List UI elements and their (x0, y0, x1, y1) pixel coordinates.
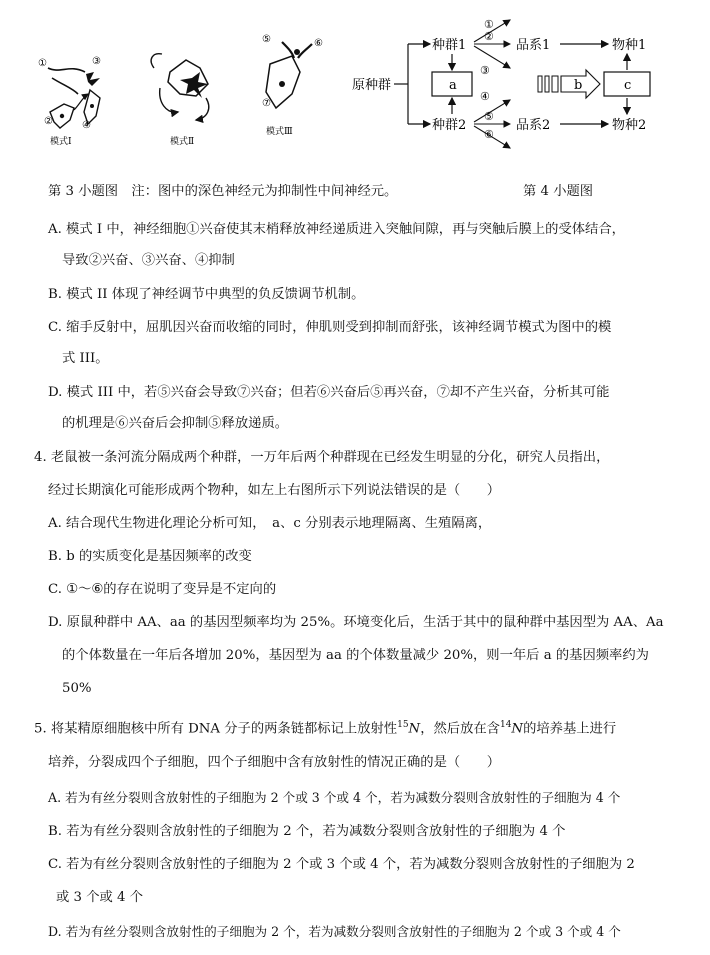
population-2-label: 种群2 (432, 118, 467, 133)
mode-2-diagram (151, 54, 209, 147)
box-a-label: a (449, 78, 457, 93)
q5-sup-15: 15 (397, 720, 409, 730)
q4-stem-line2: 经过长期演化可能形成两个物种，如左上右图所示下列说法错误的是（ ） (48, 483, 501, 498)
q5-option-b: B. 若为有丝分裂则含放射性的子细胞为 2 个，若为减数分裂则含放射性的子细胞为 4 个 (48, 824, 566, 839)
q4-option-c: C. ①～⑥的存在说明了变异是不定向的 (48, 582, 277, 597)
q3-option-b: B. 模式 II 体现了神经调节中典型的负反馈调节机制。 (48, 287, 365, 302)
arrow-b (538, 70, 600, 98)
mode-1-num-3: ③ (92, 56, 101, 67)
arrow-num-1: ① (484, 18, 494, 31)
q5-option-c-line2: 或 3 个或 4 个 (56, 890, 144, 905)
q5-sup-14: 14 (499, 720, 512, 730)
q4-option-d-line1: D. 原鼠种群中 AA、aa 的基因型频率均为 25%。环境变化后，生活于其中的鼠种群中基因型为 AA、Aa (48, 615, 664, 630)
arrow-num-2: ② (484, 30, 494, 43)
species-2-label: 物种2 (612, 118, 647, 133)
figure-3-caption: 第 3 小题图 注：图中的深色神经元为抑制性中间神经元。 (48, 184, 398, 199)
mode-2-label: 模式Ⅱ (170, 137, 195, 147)
box-c-label: c (624, 78, 632, 93)
q4-option-a: A. 结合现代生物进化理论分析可知， a、c 分别表示地理隔离、生殖隔离， (48, 516, 492, 531)
mode-3-diagram (262, 34, 323, 137)
mode-1-num-2: ② (44, 116, 53, 127)
strain-1-label: 品系1 (516, 38, 551, 53)
mode-3-num-6: ⑥ (314, 38, 323, 49)
q4-option-d-line2: 的个体数量在一年后各增加 20%，基因型为 aa 的个体数量减少 20%，则一年后 a 的基因频率约为 (62, 648, 649, 663)
mode-3-num-5: ⑤ (262, 34, 271, 45)
q3-option-a-line2: 导致②兴奋、③兴奋、④抑制 (62, 253, 235, 268)
q3-option-c-line1: C. 缩手反射中，屈肌因兴奋而收缩的同时，伸肌则受到抑制而舒张，该神经调节模式为图中的模 (48, 320, 612, 335)
mode-3-label: 模式Ⅲ (266, 127, 293, 137)
species-1-label: 物种1 (612, 38, 647, 53)
q5-isotope-n14: N (511, 721, 524, 737)
mode-1-diagram (38, 56, 101, 147)
figure-4-speciation (350, 10, 690, 160)
q5-stem-line2: 培养，分裂成四个子细胞，四个子细胞中含有放射性的情况正确的是（ ） (48, 755, 501, 770)
mode-1-num-4: ④ (82, 120, 91, 131)
mode-1-label: 模式Ⅰ (50, 137, 72, 147)
q4-stem-line1: 4. 老鼠被一条河流分隔成两个种群，一万年后两个种群现在已经发生明显的分化，研究人员指出， (34, 450, 610, 465)
figure-3-neuron-modes (30, 28, 330, 158)
q5-stem-part2: ，然后放在含 (420, 721, 500, 737)
box-b-label: b (574, 78, 583, 93)
arrow-num-4: ④ (480, 90, 490, 103)
mode-3-num-7: ⑦ (262, 98, 271, 109)
q3-option-d-line2: 的机理是⑥兴奋后会抑制⑤释放递质。 (62, 416, 289, 431)
q5-isotope-n15: N (408, 721, 421, 737)
population-1-label: 种群1 (432, 38, 467, 53)
q5-option-d: D. 若为有丝分裂则含放射性的子细胞为 2 个，若为减数分裂则含放射性的子细胞为 2 个或 3 个或 4 个 (48, 924, 621, 939)
q3-option-d-line1: D. 模式 III 中，若⑤兴奋会导致⑦兴奋；但若⑥兴奋后⑤再兴奋，⑦却不产生兴奋，分析其可能 (48, 385, 610, 400)
q4-option-d-line3: 50% (62, 681, 92, 696)
q5-stem-part1: 5. 将某精原细胞核中所有 DNA 分子的两条链都标记上放射性 (34, 721, 398, 737)
arrow-num-3: ③ (480, 64, 490, 77)
q5-option-a: A. 若为有丝分裂则含放射性的子细胞为 2 个或 3 个或 4 个，若为减数分裂则含放射性的子细胞为 4 个 (48, 790, 621, 805)
arrow-num-6: ⑥ (484, 128, 494, 141)
figure-4-caption: 第 4 小题图 (523, 184, 594, 199)
q4-option-b: B. b 的实质变化是基因频率的改变 (48, 549, 252, 564)
q5-stem-line1 (34, 716, 616, 738)
mode-1-num-1: ① (38, 58, 47, 69)
origin-population-label: 原种群 (352, 78, 392, 93)
arrow-num-5: ⑤ (484, 110, 494, 123)
q3-option-c-line2: 式 III。 (62, 351, 109, 366)
q5-option-c-line1: C. 若为有丝分裂则含放射性的子细胞为 2 个或 3 个或 4 个，若为减数分裂则含放射性的子细胞为 2 (48, 857, 635, 872)
q5-stem-part3: 的培养基上进行 (523, 721, 617, 737)
q3-option-a-line1: A. 模式 I 中，神经细胞①兴奋使其末梢释放神经递质进入突触间隙，再与突触后膜上的受体结合， (48, 222, 625, 237)
strain-2-label: 品系2 (516, 118, 551, 133)
